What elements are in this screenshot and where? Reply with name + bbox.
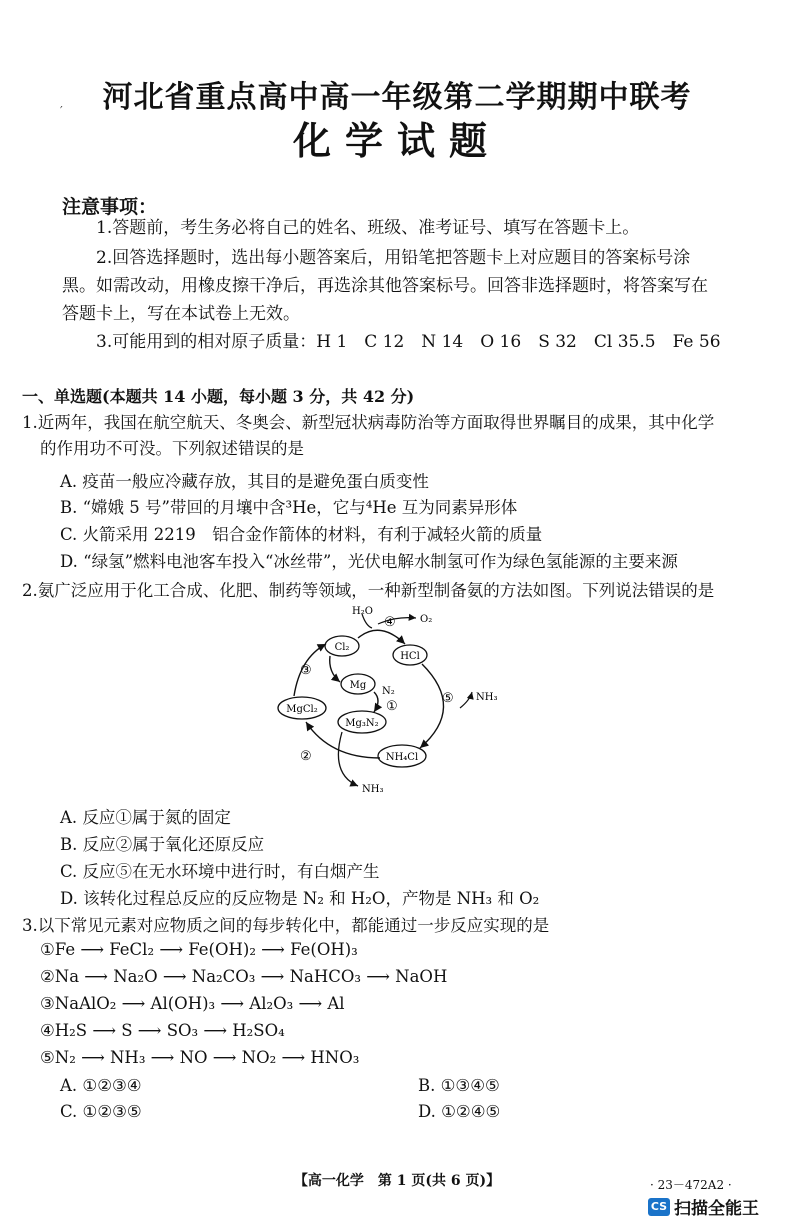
arrow-to-mg bbox=[330, 656, 340, 682]
nh4cl-label: NH₄Cl bbox=[385, 752, 419, 763]
exam-code: · 23－472A2 · bbox=[650, 1178, 732, 1192]
conversion-chain: ⑤N₂ ⟶ NH₃ ⟶ NO ⟶ NO₂ ⟶ HNO₃ bbox=[40, 1048, 360, 1067]
question-2-option-c: C. 反应⑤在无水环境中进行时，有白烟产生 bbox=[60, 862, 380, 881]
mg3n2-label: Mg₃N₂ bbox=[345, 718, 379, 729]
question-1-option-d: D. “绿氢”燃料电池客车投入“冰丝带”，光伏电解水制氢可作为绿色氢能源的主要来源 bbox=[60, 552, 678, 571]
step-5-label: ⑤ bbox=[442, 691, 454, 706]
notice-item: 黑。如需改动，用橡皮擦干净后，再选涂其他答案标号。回答非选择题时，将答案写在 bbox=[62, 276, 708, 296]
hcl-label: HCl bbox=[400, 651, 420, 662]
step-1-label: ① bbox=[386, 699, 398, 714]
nh3-right-label: NH₃ bbox=[476, 692, 498, 703]
question-1-stem: 的作用功不可没。下列叙述错误的是 bbox=[40, 439, 304, 458]
n2-label: N₂ bbox=[382, 686, 395, 697]
camscanner-logo-icon: CS bbox=[648, 1198, 670, 1216]
step-4-label: ④ bbox=[384, 615, 396, 630]
conversion-chain: ②Na ⟶ Na₂O ⟶ Na₂CO₃ ⟶ NaHCO₃ ⟶ NaOH bbox=[40, 967, 448, 986]
question-2-option-b: B. 反应②属于氧化还原反应 bbox=[60, 835, 265, 854]
section-heading: 一、单选题(本题共 14 小题，每小题 3 分，共 42 分) bbox=[22, 387, 415, 406]
subject-title: 化学试题 bbox=[292, 118, 501, 163]
arrow-nh3-in-right bbox=[460, 692, 472, 708]
question-2-stem: 2.氨广泛应用于化工合成、化肥、制药等领域，一种新型制备氨的方法如图。下列说法错误的是 bbox=[22, 581, 715, 600]
question-1-option-b: B. “嫦娥 5 号”带回的月壤中含³He，它与⁴He 互为同素异形体 bbox=[60, 498, 518, 517]
notice-item: 答题卡上，写在本试卷上无效。 bbox=[62, 304, 300, 324]
mgcl2-label: MgCl₂ bbox=[286, 704, 318, 715]
question-3-option-b: B. ①③④⑤ bbox=[418, 1076, 500, 1095]
question-3-option-a: A. ①②③④ bbox=[60, 1076, 142, 1095]
notice-item: 3.可能用到的相对原子质量：H 1 C 12 N 14 O 16 S 32 Cl 35.5 Fe 56 bbox=[96, 332, 721, 352]
mg-label: Mg bbox=[349, 680, 367, 691]
arrow-hcl-nh4cl bbox=[420, 664, 444, 748]
question-2-option-a: A. 反应①属于氮的固定 bbox=[60, 808, 231, 827]
o2-label: O₂ bbox=[420, 614, 433, 625]
scanner-watermark-text: 扫描全能王 bbox=[674, 1199, 759, 1219]
conversion-chain: ①Fe ⟶ FeCl₂ ⟶ Fe(OH)₂ ⟶ Fe(OH)₃ bbox=[40, 940, 358, 959]
question-3-option-d: D. ①②④⑤ bbox=[418, 1102, 501, 1121]
question-1-option-a: A. 疫苗一般应冷藏存放，其目的是避免蛋白质变性 bbox=[60, 472, 429, 491]
page-footer: 【高一化学 第 1 页(共 6 页)】 bbox=[293, 1173, 501, 1189]
ammonia-cycle-diagram bbox=[270, 598, 520, 798]
stray-mark: ′ bbox=[60, 104, 63, 118]
conversion-chain: ③NaAlO₂ ⟶ Al(OH)₃ ⟶ Al₂O₃ ⟶ Al bbox=[40, 994, 345, 1013]
question-2-option-d: D. 该转化过程总反应的反应物是 N₂ 和 H₂O，产物是 NH₃ 和 O₂ bbox=[60, 889, 540, 908]
notice-heading: 注意事项： bbox=[62, 196, 158, 218]
conversion-chain: ④H₂S ⟶ S ⟶ SO₃ ⟶ H₂SO₄ bbox=[40, 1021, 285, 1040]
arrow-nh3-out-bottom bbox=[338, 732, 358, 786]
scanner-watermark bbox=[648, 1194, 759, 1219]
nh3-bottom-label: NH₃ bbox=[362, 784, 384, 795]
question-1-stem: 1.近两年，我国在航空航天、冬奥会、新型冠状病毒防治等方面取得世界瞩目的成果，其中化学 bbox=[22, 413, 715, 432]
step-2-label: ② bbox=[300, 749, 312, 764]
exam-title: 河北省重点高中高一年级第二学期期中联考 bbox=[102, 80, 692, 115]
cl2-label: Cl₂ bbox=[334, 642, 350, 653]
h2o-label: H₂O bbox=[352, 606, 373, 617]
arrow-cl2-hcl bbox=[358, 630, 405, 644]
step-3-label: ③ bbox=[300, 663, 312, 678]
question-3-stem: 3.以下常见元素对应物质之间的每步转化中，都能通过一步反应实现的是 bbox=[22, 916, 550, 935]
notice-item: 2.回答选择题时，选出每小题答案后，用铅笔把答题卡上对应题目的答案标号涂 bbox=[96, 248, 691, 268]
question-3-option-c: C. ①②③⑤ bbox=[60, 1102, 142, 1121]
question-1-option-c: C. 火箭采用 2219 铝合金作箭体的材料，有利于减轻火箭的质量 bbox=[60, 525, 543, 544]
notice-item: 1.答题前，考生务必将自己的姓名、班级、准考证号、填写在答题卡上。 bbox=[96, 218, 640, 238]
arrow-mg-mg3n2 bbox=[374, 692, 378, 712]
